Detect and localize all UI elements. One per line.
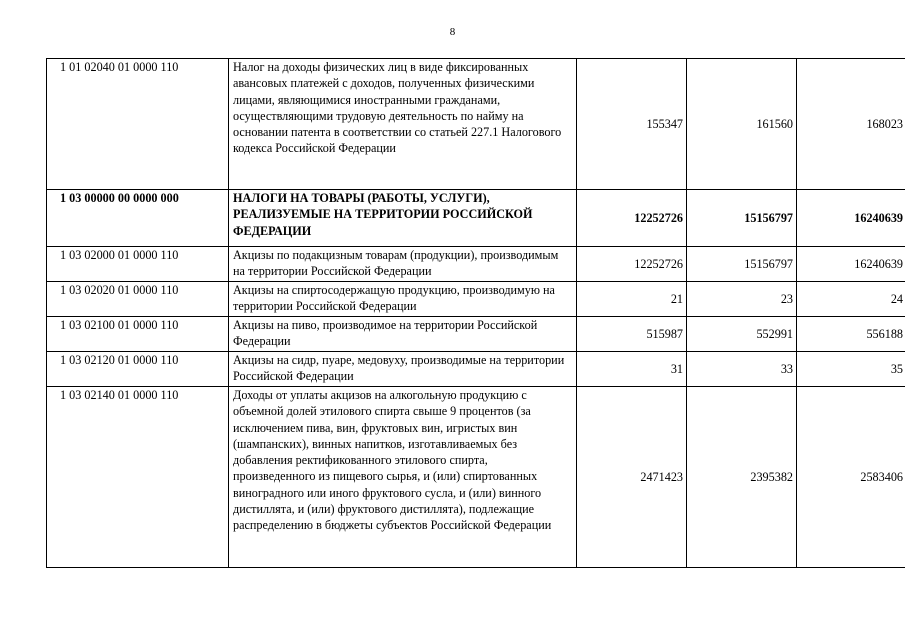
row-name: Акцизы на спиртосодержащую продукцию, производимую на территории Российской Федерации (229, 282, 577, 317)
table-row-section (47, 190, 905, 247)
row-value-year-1: 21 (577, 282, 687, 317)
row-name: Доходы от уплаты акцизов на алкогольную продукцию с объемной долей этилового спирта свыше 9 процентов (за исключением пива, вин, фруктовых вин, игристых вин (шампанских), винных напитков, изготавливаемых без добавления ректификованного этилового спирта, произведенного из пищевого сырья, и (или) спиртованных виноградного или иного фруктового сусла, и (или) винного дистиллята, и (или) фруктового дистиллята), подлежащие распределению в бюджеты субъектов Российской Федерации (229, 387, 577, 568)
row-value-year-2: 161560 (687, 59, 797, 190)
row-name: Налог на доходы физических лиц в виде фиксированных авансовых платежей с доходов, полученных физическими лицами, являющимися иностранными гражданами, осуществляющими трудовую деятельность по найму на основании патента в соответствии со статьей 227.1 Налогового кодекса Российской Федерации (229, 59, 577, 190)
table-row (47, 317, 905, 352)
row-value-year-3: 2583406 (797, 387, 905, 568)
table-row (47, 59, 905, 190)
row-code: 1 03 00000 00 0000 000 (47, 190, 229, 247)
table-row (47, 387, 905, 568)
row-value-year-3: 556188 (797, 317, 905, 352)
row-code: 1 03 02020 01 0000 110 (47, 282, 229, 317)
row-value-year-2: 2395382 (687, 387, 797, 568)
row-name: Акцизы на сидр, пуаре, медовуху, производимые на территории Российской Федерации (229, 352, 577, 387)
page-number: 8 (449, 26, 456, 38)
table-row (47, 247, 905, 282)
row-value-year-2: 552991 (687, 317, 797, 352)
revenue-table (46, 58, 905, 568)
row-code: 1 03 02140 01 0000 110 (47, 387, 229, 568)
row-value-year-3: 35 (797, 352, 905, 387)
row-value-year-3: 16240639 (797, 190, 905, 247)
row-value-year-1: 31 (577, 352, 687, 387)
row-value-year-3: 24 (797, 282, 905, 317)
row-name: Акцизы по подакцизным товарам (продукции), производимым на территории Российской Федерации (229, 247, 577, 282)
row-name: НАЛОГИ НА ТОВАРЫ (РАБОТЫ, УСЛУГИ), РЕАЛИЗУЕМЫЕ НА ТЕРРИТОРИИ РОССИЙСКОЙ ФЕДЕРАЦИИ (229, 190, 577, 247)
row-code: 1 03 02100 01 0000 110 (47, 317, 229, 352)
row-value-year-3: 16240639 (797, 247, 905, 282)
row-value-year-2: 33 (687, 352, 797, 387)
row-value-year-2: 23 (687, 282, 797, 317)
row-code: 1 03 02120 01 0000 110 (47, 352, 229, 387)
row-value-year-1: 515987 (577, 317, 687, 352)
table-row (47, 352, 905, 387)
row-value-year-2: 15156797 (687, 190, 797, 247)
row-name: Акцизы на пиво, производимое на территории Российской Федерации (229, 317, 577, 352)
row-value-year-2: 15156797 (687, 247, 797, 282)
row-value-year-1: 2471423 (577, 387, 687, 568)
row-value-year-3: 168023 (797, 59, 905, 190)
row-value-year-1: 155347 (577, 59, 687, 190)
row-code: 1 03 02000 01 0000 110 (47, 247, 229, 282)
table-row (47, 282, 905, 317)
row-value-year-1: 12252726 (577, 247, 687, 282)
row-value-year-1: 12252726 (577, 190, 687, 247)
row-code: 1 01 02040 01 0000 110 (47, 59, 229, 190)
